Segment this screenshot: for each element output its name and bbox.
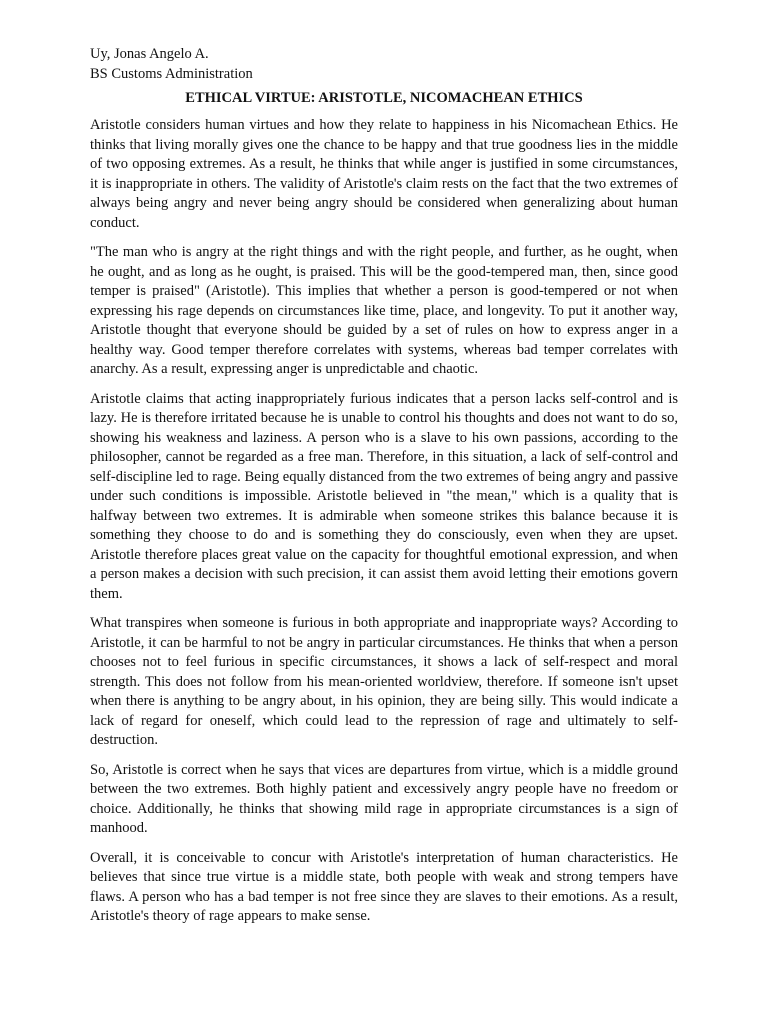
paragraph-1: Aristotle considers human virtues and how they relate to happiness in his Nicomachean Ethics. He thinks that living morally gives one the chance to be happy and that true goodness lies in the middle of two opposing extremes. As a result, he thinks that while anger is justified in some circumstances, it is inappropriate in others. The validity of Aristotle's claim rests on the fact that the two extremes of always being angry and never being angry should be considered when generalizing about human conduct. bbox=[90, 117, 678, 231]
paragraph-2: "The man who is angry at the right things and with the right people, and further, as he ought, when he ought, and as long as he ought, is praised. This will be the good-tempered man, then, since good temper is praised" (Aristotle). This implies that whether a person is good-tempered or not when expressing his rage depends on circumstances like time, place, and longevity. To put it another way, Aristotle thought that everyone should be guided by a set of rules on how to express anger in a healthy way. Good temper therefore correlates with systems, whereas bad temper correlates with anarchy. As a result, expressing anger is unpredictable and chaotic. bbox=[90, 244, 678, 377]
document-title: ETHICAL VIRTUE: ARISTOTLE, NICOMACHEAN ETHICS bbox=[185, 90, 583, 106]
author-name: Uy, Jonas Angelo A. bbox=[90, 46, 209, 62]
document-body bbox=[90, 44, 678, 937]
paragraph-4: What transpires when someone is furious in both appropriate and inappropriate ways? According to Aristotle, it can be harmful to not be angry in particular circumstances. He thinks that when a person chooses not to feel furious in specific circumstances, it shows a lack of self-respect and moral strength. This does not follow from his mean-oriented worldview, therefore. If someone isn't upset when there is anything to be angry about, in his opinion, they are being silly. This would indicate a lack of regard for oneself, which could lead to the repression of rage and ultimately to self-destruction. bbox=[90, 615, 678, 748]
paragraph-3: Aristotle claims that acting inappropriately furious indicates that a person lacks self-control and is lazy. He is therefore irritated because he is unable to control his thoughts and does not want to do so, showing his weakness and laziness. A person who is a slave to his own passions, according to the philosopher, cannot be regarded as a free man. Therefore, in this situation, a lack of self-control and self-discipline led to rage. Being equally distanced from the two extremes of being angry and passive under such conditions is impossible. Aristotle believed in "the mean," which is a quality that is halfway between two extremes. It is admirable when someone strikes this balance because it is something they choose to do and is something they do consciously, even when they are upset. Aristotle therefore places great value on the capacity for thoughtful emotional expression, and when a person makes a decision with such precision, it can assist them avoid letting their emotions govern them. bbox=[90, 390, 678, 602]
paragraph-5: So, Aristotle is correct when he says that vices are departures from virtue, which is a middle ground between the two extremes. Both highly patient and excessively angry people have no freedom or choice. Additionally, he thinks that showing mild rage in appropriate circumstances is a sign of manhood. bbox=[90, 761, 678, 836]
program-name: BS Customs Administration bbox=[90, 66, 253, 82]
paragraph-6: Overall, it is conceivable to concur with Aristotle's interpretation of human characteristics. He believes that since true virtue is a middle state, both people with weak and strong tempers have flaws. A person who has a bad temper is not free since they are slaves to their emotions. As a result, Aristotle's theory of rage appears to make sense. bbox=[90, 849, 678, 924]
